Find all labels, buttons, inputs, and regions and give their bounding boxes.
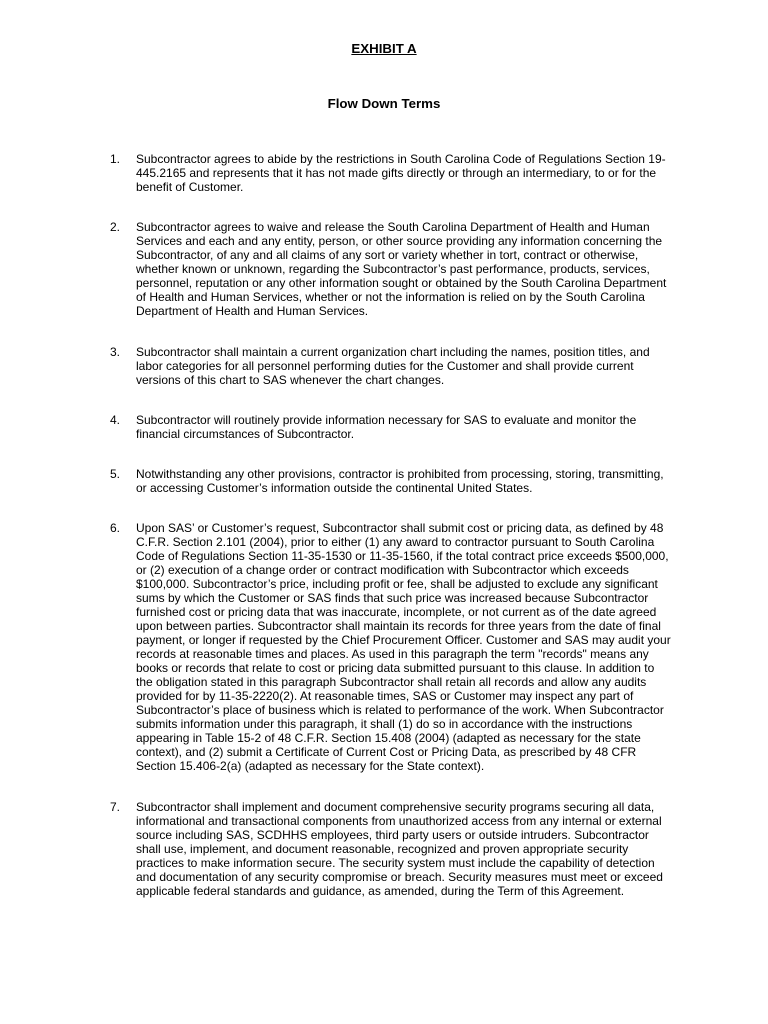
term-text: Notwithstanding any other provisions, contractor is prohibited from processing, storing, transmitting, or accessing Customer’s information outside the continental United States.: [136, 467, 664, 495]
term-number: 1.: [110, 152, 121, 166]
term-number: 5.: [110, 467, 121, 481]
term-text: Subcontractor shall implement and document comprehensive security programs securing all data, informational and transactional components from unauthorized access from any internal or external source including SAS, SCDHHS employees, third party users or outside intruders. Subcontractor shall use, implement, and document reasonable, recognized and proven appropriate security practices to make information secure. The security system must include the capability of detection and documentation of any security compromise or breach. Security measures must meet or exceed applicable federal standards and guidance, as amended, during the Term of this Agreement.: [136, 800, 663, 898]
term-number: 6.: [110, 521, 121, 535]
term-number: 3.: [110, 345, 121, 359]
term-number: 2.: [110, 220, 121, 234]
term-text: Upon SAS’ or Customer’s request, Subcontractor shall submit cost or pricing data, as defined by 48 C.F.R. Section 2.101 (2004), prior to either (1) any award to contractor pursuant to South Carolina Code of Regulations Section 11-35-1530 or 11-35-1560, if the total contract price exceeds $500,000, or (2) execution of a change order or contract modification with Subcontractor which exceeds $100,000. Subcontractor’s price, including profit or fee, shall be adjusted to exclude any significant sums by which the Customer or SAS finds that such price was increased because Subcontractor furnished cost or pricing data that was inaccurate, incomplete, or not current as of the date agreed upon between parties. Subcontractor shall maintain its records for three years from the date of final payment, or longer if requested by the Chief Procurement Officer. Customer and SAS may audit your records at reasonable times and places. As used in this paragraph the term "records" means any books or records that relate to cost or pricing data submitted pursuant to this clause. In addition to the obligation stated in this paragraph Subcontractor shall retain all records and allow any audits provided for by 11-35-2220(2). At reasonable times, SAS or Customer may inspect any part of Subcontractor’s place of business which is related to performance of the work. When Subcontractor submits information under this paragraph, it shall (1) do so in accordance with the instructions appearing in Table 15-2 of 48 C.F.R. Section 15.408 (2004) (adapted as necessary for the state context), and (2) submit a Certificate of Current Cost or Pricing Data, as prescribed by 48 CFR Section 15.406-2(a) (adapted as necessary for the State context).: [136, 521, 671, 773]
term-text: Subcontractor shall maintain a current organization chart including the names, position titles, and labor categories for all personnel performing duties for the Customer and shall provide current versions of this chart to SAS whenever the chart changes.: [136, 345, 650, 387]
exhibit-heading: EXHIBIT A: [351, 41, 417, 56]
term-number: 4.: [110, 413, 121, 427]
term-text: Subcontractor agrees to waive and release the South Carolina Department of Health and Human Services and each and any entity, person, or other source providing any information concerning the Subcontractor, of any and all claims of any sort or variety whether in tort, contract or otherwise, whether known or unknown, regarding the Subcontractor’s past performance, products, services, personnel, reputation or any other information sought or obtained by the South Carolina Department of Health and Human Services, whether or not the information is relied on by the South Carolina Department of Health and Human Services.: [136, 220, 667, 318]
term-text: Subcontractor will routinely provide information necessary for SAS to evaluate and monitor the financial circumstances of Subcontractor.: [136, 413, 637, 441]
term-number: 7.: [110, 800, 121, 814]
term-text: Subcontractor agrees to abide by the restrictions in South Carolina Code of Regulations Section 19-445.2165 and represents that it has not made gifts directly or through an intermediary, to or for the benefit of Customer.: [136, 152, 666, 194]
flow-down-terms-heading: Flow Down Terms: [327, 96, 441, 111]
